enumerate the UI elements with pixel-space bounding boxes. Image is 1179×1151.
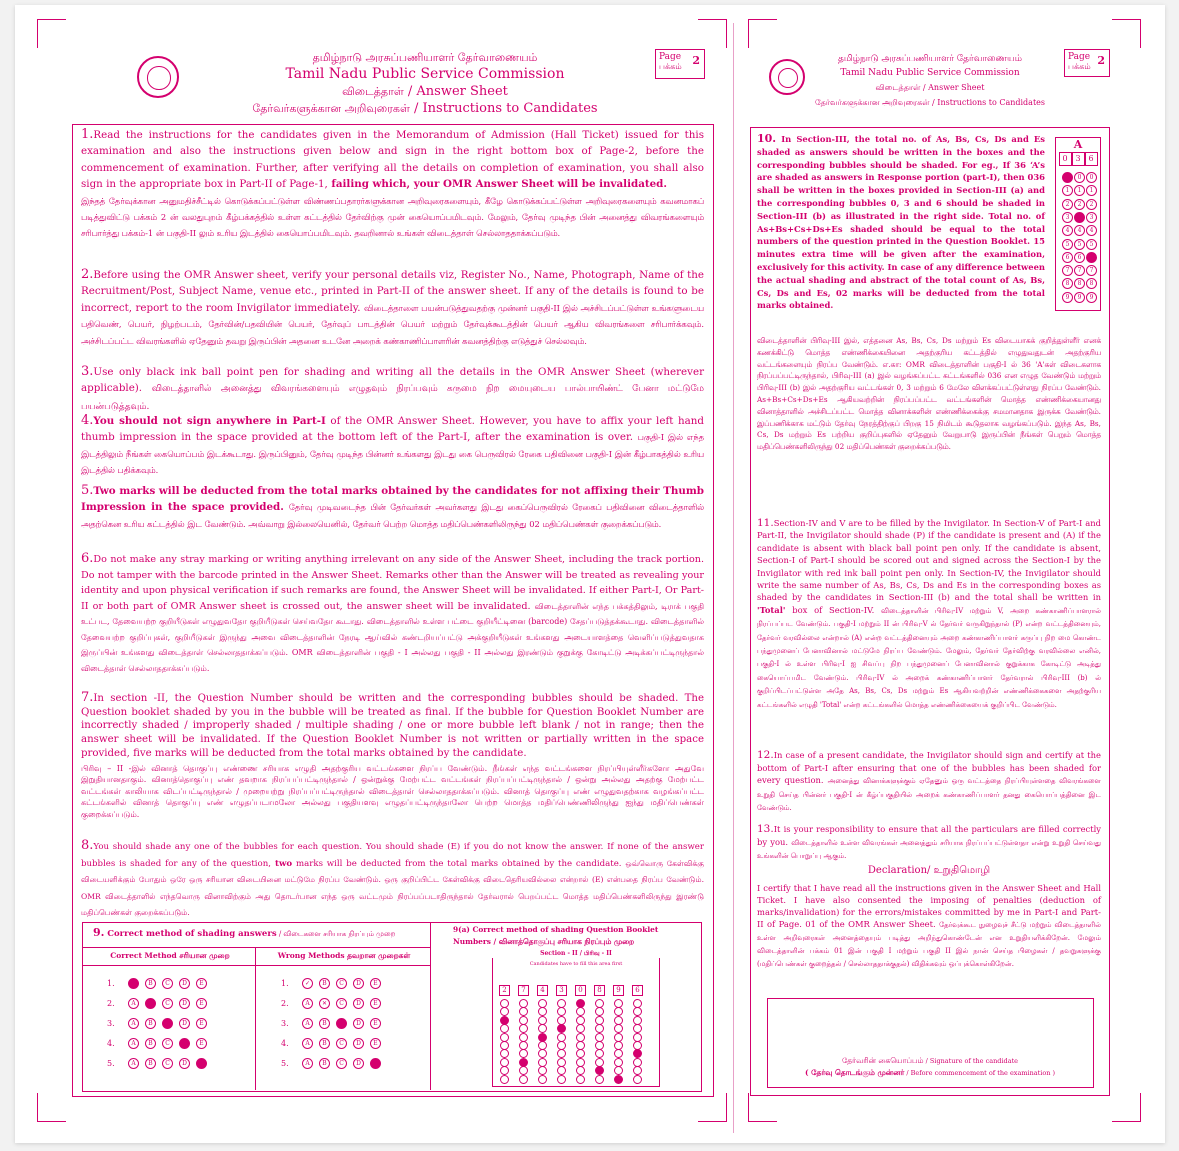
declaration-title: Declaration/ உறுதிமொழி: [867, 865, 991, 876]
option-bubble: A: [128, 978, 139, 989]
booklet-digit-bubble: [500, 1024, 509, 1033]
example-digit-box: 6: [1085, 152, 1098, 166]
booklet-digit-bubble: [614, 1075, 623, 1084]
booklet-digit-bubble: [614, 1066, 623, 1075]
option-bubble: C: [336, 1038, 347, 1049]
example-digit-bubble: 2: [1074, 199, 1085, 210]
example-section-iii: A 0 3 6 0 1 2 3 4 5 6 7 8 9 0 1 2 3 4 5 6 7 8 9 0 1 2 3 4 5 6 7 8 9: [1055, 137, 1101, 311]
booklet-digit-bubble: [519, 1075, 528, 1084]
option-bubble: E: [370, 998, 381, 1009]
correct-row: [107, 1038, 210, 1049]
wrong-methods-heading: Wrong Methods தவறான முறைகள்: [277, 951, 411, 960]
example-digit-bubble: 9: [1062, 292, 1073, 303]
example-digit-bubble: 3: [1062, 212, 1073, 223]
booklet-digit-box: 6: [632, 985, 643, 996]
example-digit-bubble: 8: [1086, 278, 1097, 289]
section-ii-note: Candidates have to fill this area first: [529, 961, 623, 967]
crop-mark-top-mid2: [748, 19, 777, 48]
doc-title-tamil: விடைத்தாள்: [342, 85, 404, 98]
correct-method-heading: Correct Method சரியான முறை: [110, 951, 230, 960]
example-digit-bubble: 1: [1074, 185, 1085, 196]
booklet-digit-bubble: [576, 1024, 585, 1033]
wrong-row: [281, 978, 384, 989]
wrong-row: [281, 1038, 384, 1049]
example-digit-bubble: 3: [1074, 212, 1085, 223]
booklet-digit-bubble: [576, 1075, 585, 1084]
booklet-digit-box: 9: [613, 985, 624, 996]
example-digit-bubble: 9: [1086, 292, 1097, 303]
booklet-digit-bubble: [538, 1066, 547, 1075]
booklet-digit-bubble: [633, 1066, 642, 1075]
example-digit-bubble: 7: [1074, 265, 1085, 276]
option-bubble: C: [336, 1018, 347, 1029]
example-digit-bubble: 8: [1062, 278, 1073, 289]
example-count-bubbles: [1056, 166, 1100, 306]
booklet-digit-bubble: [557, 1075, 566, 1084]
booklet-digit-bubble: [519, 1066, 528, 1075]
booklet-digit-bubble: [614, 1024, 623, 1033]
row-number: 4.: [281, 1038, 289, 1048]
option-bubble: C: [162, 978, 173, 989]
example-digit-bubble: 0: [1074, 172, 1085, 183]
example-digit-bubble: 2: [1062, 199, 1073, 210]
option-bubble: B: [145, 1038, 156, 1049]
row-number: 1.: [281, 978, 289, 988]
correct-row: [107, 998, 210, 1009]
instruction-11: 11.Section-IV and V are to be filled by the Invigilator. In Section-V of Part-I and Part-II, the Invigilator should shade (P) if the candidate is present and (A) if the candidate is absent with black ball point pen only. If the candidate is absent, Section-I of Part-I should be scored out and signed across the Section-I by the Invigilator with red ink ball point pen only. In Section-IV, the Invigilator should write the same number of As, Bs, Cs, Ds and Es in the corresponding boxes as shaded by the candidates in Section-III (b) and the total shall be written in 'Total' box of Section-IV. விடைத்தாளின் பிரிவு-IV மற்றும் V, அறை கண்காணிப்பாளரால் நிரப்பப்பட வேண்டும். பகுதி-I மற்றும் II ன் பிரிவு-V ல் தேர்வர் வருகிறுந்தால் (P) என்ற வட்டத்தினையும், தேர்வர் வரவில்லை என்றால் (A) என்ற வட்டத்தினையும் அறை கண்காணிப்பாளர் கருப்பு நிற மை கொண்ட பந்துமுனைப் பேனாவினால் மட்டுமே நிரப்ப வேண்டும். மேலும், தேர்வர் தேர்விற்கு வரவில்லை எனில், பகுதி-I ல் உள்ள பிரிவு-I ஐ சிவப்பு நிற பந்துமுனைப் பேனாவினால் குறுக்காக கோடிட்டு அடித்து கையொப்பமிட வேண்டும். பிரிவு-IV ல் அறைக் கண்காணிப்பாளர் தேர்வரால் பிரிவு-III (b) ல் குறிப்பிடப்பட்டுள்ள அதே As, Bs, Cs, Ds மற்றும் Es ஆகியவற்றின் எண்ணிக்கைகளை அதற்குரிய கட்டங்களில் எழுதி 'Total' என்ற கட்டங்களில் மொத்த எண்ணிக்கையைக் குறிப்பிட வேண்டும்.: [757, 517, 1101, 709]
example-digit-bubble: 1: [1086, 185, 1097, 196]
booklet-digit-bubble: [557, 1024, 566, 1033]
crop-mark-bottom-right: [1112, 1093, 1141, 1122]
booklet-digit-bubble: [538, 1075, 547, 1084]
row-number: 2.: [107, 998, 115, 1008]
page-number-box: Page பக்கம் 2: [655, 49, 705, 79]
option-bubble: D: [179, 1038, 190, 1049]
instruction-2: 2.Before using the OMR Answer sheet, verify your personal details viz, Register No., Name, Photograph, Name of the Recruitment/Post, Subject Name, venue etc., printed in Part-II of the answer sheet. If any of the details is found to be incorrect, report to the room Invigilator immediately. விடைத்தாளை பயன்படுத்துவதற்கு முன்னர் பகுதி-II இல் அச்சிடப்பட்டுள்ள உங்களுடைய பதிவெண், பெயர், நிழற்படம், தேர்வின்/பதவியின் பெயர், தேர்வுப் பாடத்தின் பெயர் மற்றும் தேர்வுக்கூடத்தின் பெயர் ஆகிய விவரங்களை சரிபார்க்கவும். அச்சிடப்பட்ட விவரங்களில் ஏதேனும் தவறு இருப்பின் அதனை உடனே அறைக் கண்காணிப்பாளரின் கவனத்திற்கு எடுத்துச் செல்லவும்.: [81, 267, 704, 346]
option-bubble: E: [196, 1018, 207, 1029]
right-header: தமிழ்நாடு அரசுப்பணியாளர் தேர்வாணையம் Tamil Nadu Public Service Commission விடைத்தாள் / Answer Sheet தேர்வர்களுக்கான அறிவுரைகள் / Instructions to Candidates: [814, 54, 1046, 107]
booklet-digit-box: 2: [499, 985, 510, 996]
page-divider: [733, 23, 734, 1133]
instruction-3: 3.Use only black ink ball point pen for shading and writing all the details in the OMR Answer Sheet (wherever applicable). விடைத்தாளில் அனைத்து விவரங்களையும் எழுதவும் நிரப்பவும் கருமை நிற மையுடைய பால்பாயிண்ட் பேனா மட்டுமே பயன்படுத்தவும்.: [81, 364, 704, 412]
booklet-digit-bubble: [557, 1066, 566, 1075]
correct-row: [107, 1018, 210, 1029]
option-bubble: A: [128, 1018, 139, 1029]
booklet-digit-bubble: [633, 1075, 642, 1084]
booklet-digit-box: 0: [575, 985, 586, 996]
option-bubble: ✕: [319, 998, 330, 1009]
booklet-digit-bubble: [633, 1024, 642, 1033]
instruction-10-tamil: விடைத்தாளின் பிரிவு-III இல், எத்தனை As, Bs, Cs, Ds மற்றும் Es விடையாகக் குறித்துள்ளீர் எனக் கணக்கிட்டு மொத்த எண்ணிக்கையினை அதற்குரிய கட்டத்தில் எழுதுவதுடன் அதற்குரிய வட்டங்களையும் நிரப்ப வேண்டும். எ.கா: OMR விடைத்தாளின் பகுதி-I ல் 36 'A'கள் விடைகளாக நிரப்பப்பட்டிருந்தால், பிரிவு-III (a) இல் வழங்கப்பட்ட கட்டங்களில் 036 என எழுத வேண்டும் மற்றும் பிரிவு-III (b) இல் அதற்குரிய வட்டங்கள் 0, 3 மற்றும் 6 மேலே விளக்கப்பட்டுள்ளது நிரப்ப வேண்டும். As+Bs+Cs+Ds+Es ஆகியவற்றின் நிரப்பப்பட்ட வட்டங்களின் மொத்த எண்ணிக்கையானது வினாத்தாளில் அச்சிடப்பட்ட மொத்த வினாக்களின் எண்ணிக்கைக்கு சமமானதாக இருக்க வேண்டும். இப்பணிக்காக மட்டும் தேர்வு நேரத்திற்குப் பிறகு 15 நிமிடம் கூடுதலாக வழங்கப்படும். இந்த As, Bs, Cs, Ds மற்றும் Es பற்றிய குறிப்புகளில் ஏதேனும் வேறுபாடு இருப்பின் நீங்கள் பெறும் மொத்த மதிப்பெண்களிலிருந்து 02 மதிப்பெண்கள் குறைக்கப்படும்.: [757, 336, 1101, 452]
option-bubble: B: [319, 1018, 330, 1029]
declaration-text: I certify that I have read all the instructions given in the Answer Sheet and Hall Ticket. I have also consented the imposing of penalties (deduction of marks/invalidation) for the errors/mistakes committed by me in Part-I and Part-II of Page. 01 of the OMR Answer Sheet. தேர்வுக்கூட நுழைவுச் சீட்டு மற்றும் விடைத்தாளில் உள்ள அறிவுரைகள் அனைத்தையும் படித்து அறிந்துகொண்டேன் என உறுதியளிக்கிறேன். மேலும் விடைத்தாளின் பக்கம் 01 இன் பகுதி I மற்றும் பகுதி II இல் நான் செய்த பிழைகள் / தவறுகளுக்கு (மதிப்பெண்கள் குறைத்தல் / செல்லாததாக்குதல்) விதிக்கவும் ஒப்புக்கொள்கிறேன்.: [757, 883, 1101, 968]
option-bubble: D: [353, 978, 364, 989]
instruction-10: 10. In Section-III, the total no. of As, Bs, Cs, Ds and Es shaded as answers should be written in the boxes and the corresponding bubbles should be shaded. For eg., If 36 ‘A’s are shaded as answers in Response portion (part-I), then 036 shall be written in the boxes provided in Section-III (a) and the corresponding bubbles 0, 3 and 6 should be shaded in Section-III (b) as illustrated in the right side. Total no. of As+Bs+Cs+Ds+Es shaded should be equal to the total numbers of the question printed in the Question Booklet. 15 minutes extra time will be given after the examination, exclusively for this activity. In case of any difference between the actual shading and abstract of the total count of As, Bs, Cs, Ds and Es, 02 marks will be deducted from the total marks obtained.: [757, 132, 1045, 311]
example-digit-bubble: 5: [1074, 239, 1085, 250]
instruction-8: 8.You should shade any one of the bubbles for each question. You should shade (E) if you do not know the answer. If none of the answer bubbles is shaded for any of the question, two marks will be deducted from the total marks obtained by the candidate. ஒவ்வொரு கேள்விக்கு விடையளிக்கும் போதும் ஒரே ஒரு சரியான விடையினை மட்டுமே நிரப்ப வேண்டும். ஒரு குறிப்பிட்ட கேள்விக்கு விடைதெரியவில்லை என்றால் (E) என்பதை நிரப்ப வேண்டும். OMR விடைத்தாளில் எந்தவொரு வினாவிற்கும் அது தொடர்பான எந்த ஒரு வட்டமும் நிரப்பப்படாதிருந்தால் தேர்வரால் பெறப்பட்ட மொத்த மதிப்பெண்களிலிருந்து இரண்டு மதிப்பெண்கள் குறைக்கப்படும்.: [81, 838, 704, 917]
option-bubble: B: [145, 1058, 156, 1069]
option-bubble: A: [128, 1058, 139, 1069]
option-bubble: B: [319, 978, 330, 989]
option-bubble: B: [319, 1038, 330, 1049]
example-digit-bubble: 6: [1074, 252, 1085, 263]
method-column-divider: [255, 947, 256, 1090]
example-digit-bubble: 4: [1086, 225, 1097, 236]
booklet-digit-box: 3: [556, 985, 567, 996]
option-bubble: B: [319, 1058, 330, 1069]
instruction-12: 12.In case of a present candidate, the Invigilator should sign and certify at the bottom of Part-I after ensuring that one of the bubbles has been shaded for every question. அனைத்து வினாக்களுக்கும் ஏதேனும் ஒரு வட்டத்தை நிரப்பியுள்ளதை விவரங்களை உறுதி செய்த பின்னர் பகுதி-I ன் கீழ்ப்பகுதியில் அறைக் கண்காணிப்பாளர் தனது கையொப்பத்தினை இட வேண்டும்.: [757, 749, 1101, 812]
row-number: 1.: [107, 978, 115, 988]
option-bubble: A: [128, 998, 139, 1009]
option-bubble: A: [302, 1038, 313, 1049]
instruction-7: 7.In section -II, the Question Number should be written and the corresponding bubbles should be shaded. The Question booklet shaded by you in the bubble will be treated as final. If the bubble for Question Booklet Number are incorrectly shaded / improperly shaded / multiple shading / one or more bubble left blank / not in range; then the answer sheet will be invalidated. If the Question Booklet Number is not written or partially written in the space provided, five marks will be deducted from the total marks obtained by the candidate. பிரிவு – II -இல் வினாத் தொகுப்பு எண்ணை சரியாக எழுதி அதற்குரிய வட்டங்களை நிரப்ப வேண்டும். நீங்கள் எந்த வட்டங்களை நிரப்பியுள்ளீர்களோ அதுவே இறுதியானதாகும். வினாத்தொகுப்பு எண் தவறாக நிரப்பப்பட்டிருந்தால் / ஒன்றுக்கு மேற்பட்ட வட்டங்கள் நிரப்பப்பட்டிருந்தால் / ஒன்று அல்லது அதற்கு மேற்பட்ட வட்டங்கள் காலியாக விடப்பட்டிருந்தால் / முறையற்று நிரப்பப்பட்டிருந்தால் விடைத்தாள் செல்லாததாக்கப்படும். வினாத் தொகுப்பு எண் எழுதுவதற்காக வழங்கப்பட்ட கட்டங்களில் வினாத் தொகுப்பு எண் எழுதப்படாமலோ அல்லது பகுதியளவு எழுதப்பட்டிருந்தாலோ பெற்ற மொத்த மதிப்பெண்ணிலிருந்து ஐந்து மதிப்பெண்கள் குறைக்கப்படும்.: [81, 690, 704, 819]
booklet-digit-box: 8: [594, 985, 605, 996]
option-bubble: C: [336, 1058, 347, 1069]
option-bubble: ✓: [302, 978, 313, 989]
example-digit-bubble: 7: [1062, 265, 1073, 276]
answer-sheet-page: [15, 5, 1165, 1143]
option-bubble: C: [162, 1018, 173, 1029]
crop-mark-bottom-mid2: [748, 1093, 777, 1122]
example-digit-bubble: 5: [1086, 239, 1097, 250]
section-ii-label: Section - II / பிரிவு - II: [492, 950, 660, 958]
booklet-digit-bubble: [576, 1066, 585, 1075]
booklet-digit-bubble: [538, 1024, 547, 1033]
option-bubble: D: [179, 1058, 190, 1069]
option-bubble: E: [196, 1058, 207, 1069]
example-digit-bubble: 4: [1062, 225, 1073, 236]
doc-title-sep: /: [403, 84, 417, 99]
org-name-english: Tamil Nadu Public Service Commission: [285, 66, 565, 82]
page-number: 2: [692, 54, 700, 67]
option-bubble: B: [145, 978, 156, 989]
option-bubble: A: [302, 998, 313, 1009]
option-bubble: B: [145, 1018, 156, 1029]
option-bubble: A: [128, 1038, 139, 1049]
option-bubble: A: [302, 1058, 313, 1069]
example-digit-bubble: 0: [1086, 172, 1097, 183]
crop-mark-top-mid: [698, 19, 727, 48]
instruction-4: 4.You should not sign anywhere in Part-I of the OMR Answer Sheet. However, you have to affix your left hand thumb impression in the space provided at the bottom left of the Part-I, after the examination is over. பகுதி-I இல் எந்த இடத்திலும் நீங்கள் கையொப்பம் இடக்கூடாது. இருப்பினும், தேர்வு முடிந்த பின்னர் உங்களது இடது கை பெருவிரல் ரேகை பதிவினை பகுதி-I இன் கீழ்பாகத்தில் உரிய இடத்தில் பதிக்கவும்.: [81, 413, 705, 476]
example-digit-bubble: 4: [1074, 225, 1085, 236]
option-bubble: A: [302, 1018, 313, 1029]
booklet-digit-bubble: [595, 1075, 604, 1084]
booklet-digit-bubble: [500, 1066, 509, 1075]
option-bubble: D: [179, 978, 190, 989]
option-bubble: B: [145, 998, 156, 1009]
crop-mark-bottom-mid: [698, 1093, 727, 1122]
option-bubble: D: [353, 1018, 364, 1029]
option-bubble: D: [179, 1018, 190, 1029]
wrong-row: [281, 1058, 384, 1069]
option-bubble: E: [196, 978, 207, 989]
option-bubble: C: [162, 1058, 173, 1069]
row-number: 2.: [281, 998, 289, 1008]
instruction-1: 1.Read the instructions for the candidates given in the Memorandum of Admission (Hall Ticket) issued for this examination and also the instructions given below and sign in the right bottom box of Page-2, before the commencement of examination. Further, after verifying all the details on completion of examination, you shall also sign in the appropriate box in Part-II of Page-1, failing which, your OMR Answer Sheet will be invalidated. இந்தத் தேர்வுக்கான அனுமதிச்சீட்டில் கொடுக்கப்பட்டுள்ள விண்ணப்பதாரர்களுக்கான அறிவுரைகளையும், கீழே கொடுக்கப்பட்டுள்ள அறிவுரைகளையும் கவனமாகப் படித்துவிட்டு பக்கம் 2 ன் வலதுபுறம் கீழ்பக்கத்தில் உள்ள கட்டத்தில் தேர்விற்கு முன் கையொப்பமிடவும். மேலும், தேர்வு முடிந்த பின் அனைத்து விவரங்களையும் சரிபார்த்து பக்கம்-1 ன் பகுதி-II லும் உரிய இடத்தில் கையொப்பமிடவும். தவறினால் உங்கள் விடைத்தாள் செல்லாததாக்கப்படும்.: [81, 127, 704, 239]
shading-title-underline: [82, 947, 430, 948]
booklet-digit-box: 4: [537, 985, 548, 996]
example-digit-bubble: 0: [1062, 172, 1073, 183]
booklet-number-grid: [497, 985, 655, 1083]
example-digit-bubble: 1: [1062, 185, 1073, 196]
option-bubble: C: [336, 998, 347, 1009]
booklet-digit-bubble: [500, 1075, 509, 1084]
page-number-box-right: Page பக்கம் 2: [1064, 49, 1110, 77]
doc-title-english: Answer Sheet: [416, 84, 508, 99]
row-number: 4.: [107, 1038, 115, 1048]
wrong-row: [281, 998, 384, 1009]
method-heading-underline: [82, 965, 430, 966]
instructions-tamil: தேர்வர்களுக்கான அறிவுரைகள்: [252, 102, 410, 115]
instruction-6: 6.Do not make any stray marking or writing anything irrelevant on any side of the Answer Sheet, including the track portion. Do not tamper with the barcode printed in the Answer Sheet. Remarks other than the Answer will be treated as revealing your identity and upon physical verification if such remarks are found, the Answer Sheet will be invalidated. If either Part-I, Or Part-II or both part of OMR Answer sheet is crossed out, the answer sheet will be invalidated. விடைத்தாளின் எந்த பக்கத்திலும், டிராக் பகுதி உட்பட, தேவையற்ற குறியீடுகள் எழுதுவதோ குறியீடுகள் செய்வதோ கூடாது. விடைத்தாளில் உள்ள பட்டை குறியீட்டினை (barcode) சேதப்படுத்தக்கூடாது. விடைத்தாளில் தேவையற்ற குறிப்புகள், குறியீடுகள் இருந்து அவை விடைத்தாளின் நேரடி ஆய்வில் கண்டறியப்பட்டு அக்குறியீடுகள் உங்களது அடையாளத்தை வெளிப்படுத்துவதாக இருப்பின் உங்களது விடைத்தாள் செல்லாததாக்கப்படும். OMR விடைத்தாளின் பகுதி - I அல்லது பகுதி - II அல்லது இரண்டும் குறுக்கு கோடிட்டு அடிக்கப்பட்டிருந்தால் விடைத்தாள் செல்லாததாக்கப்படும்.: [81, 551, 704, 673]
example-digit-bubble: 6: [1062, 252, 1073, 263]
row-number: 3.: [281, 1018, 289, 1028]
crop-mark-top-left: [37, 19, 66, 48]
correct-row: [107, 1058, 210, 1069]
option-bubble: C: [336, 978, 347, 989]
option-bubble: C: [162, 998, 173, 1009]
booklet-number-title: 9(a) Correct method of shading Question Booklet Numbers / வினாத்தொகுப்பு சரியாக நிரப்பும் முறை: [453, 925, 659, 946]
booklet-digit-bubble: [595, 1066, 604, 1075]
example-digit-bubble: 8: [1074, 278, 1085, 289]
row-number: 5.: [281, 1058, 289, 1068]
row-number: 3.: [107, 1018, 115, 1028]
example-count-boxes: [1056, 152, 1100, 166]
row-number: 5.: [107, 1058, 115, 1068]
example-digit-bubble: 2: [1086, 199, 1097, 210]
crop-mark-top-right: [1112, 19, 1141, 48]
example-digit-bubble: 6: [1086, 252, 1097, 263]
option-bubble: D: [353, 1038, 364, 1049]
wrong-row: [281, 1018, 384, 1029]
example-digit-box: 0: [1059, 152, 1072, 166]
booklet-digit-bubble: [519, 1024, 528, 1033]
example-digit-bubble: 7: [1086, 265, 1097, 276]
crop-mark-bottom-left: [37, 1093, 66, 1122]
option-bubble: C: [162, 1038, 173, 1049]
instruction-5: 5.Two marks will be deducted from the total marks obtained by the candidates for not affixing their Thumb Impression in the space provided. தேர்வு முடிவடைந்த பின் தேர்வர்கள் அவர்களது இடது கைப்பெருவிரல் ரேகைப் பதிவினை விடைத்தாளில் அதற்கென உரிய கட்டத்தில் இட வேண்டும். அவ்வாறு இல்லையெனில், தேர்வர் பெற்ற மொத்த மதிப்பெண்களிலிருந்து 02 மதிப்பெண்கள் குறைக்கப்படும்.: [81, 483, 704, 529]
option-bubble: D: [353, 998, 364, 1009]
tnpsc-emblem-icon-right: [769, 59, 805, 95]
example-digit-bubble: 9: [1074, 292, 1085, 303]
shading-title: 9. Correct method of shading answers / விடைகளை சரியாக நிரப்பும் முறை: [93, 926, 396, 939]
org-name-tamil: தமிழ்நாடு அரசுப்பணியாளர் தேர்வாணையம்: [312, 51, 538, 64]
option-bubble: E: [370, 1038, 381, 1049]
correct-row: [107, 978, 210, 989]
signature-caption: தேர்வரின் கையொப்பம் / Signature of the candidate ( தேர்வு தொடங்கும் முன்னர் / Before commencement of the examination ): [804, 1056, 1056, 1077]
example-digit-bubble: 3: [1086, 212, 1097, 223]
example-digit-box: 3: [1072, 152, 1085, 166]
booklet-digit-bubble: [595, 1024, 604, 1033]
option-bubble: E: [370, 1058, 381, 1069]
option-bubble: D: [179, 998, 190, 1009]
instruction-13: 13.It is your responsibility to ensure that all the particulars are filled correctly by you. விடைத்தாளில் உள்ள விவரங்கள் அனைத்தும் சரியாக நிரப்பப்பட்டுள்ளதா என்று உறுதி செய்வது உங்களின் பொறுப்பு ஆகும்.: [757, 823, 1101, 860]
tnpsc-emblem-icon: [137, 56, 179, 98]
option-bubble: D: [353, 1058, 364, 1069]
option-bubble: E: [370, 978, 381, 989]
instructions-english: Instructions to Candidates: [422, 101, 598, 116]
left-header: தமிழ்நாடு அரசுப்பணியாளர் தேர்வாணையம் Tamil Nadu Public Service Commission விடைத்தாள் / Answer Sheet தேர்வர்களுக்கான அறிவுரைகள் / Instructions to Candidates: [195, 50, 655, 118]
option-bubble: E: [196, 1038, 207, 1049]
booklet-digit-box: 7: [518, 985, 529, 996]
example-digit-bubble: 5: [1062, 239, 1073, 250]
option-bubble: E: [196, 998, 207, 1009]
option-bubble: E: [370, 1018, 381, 1029]
